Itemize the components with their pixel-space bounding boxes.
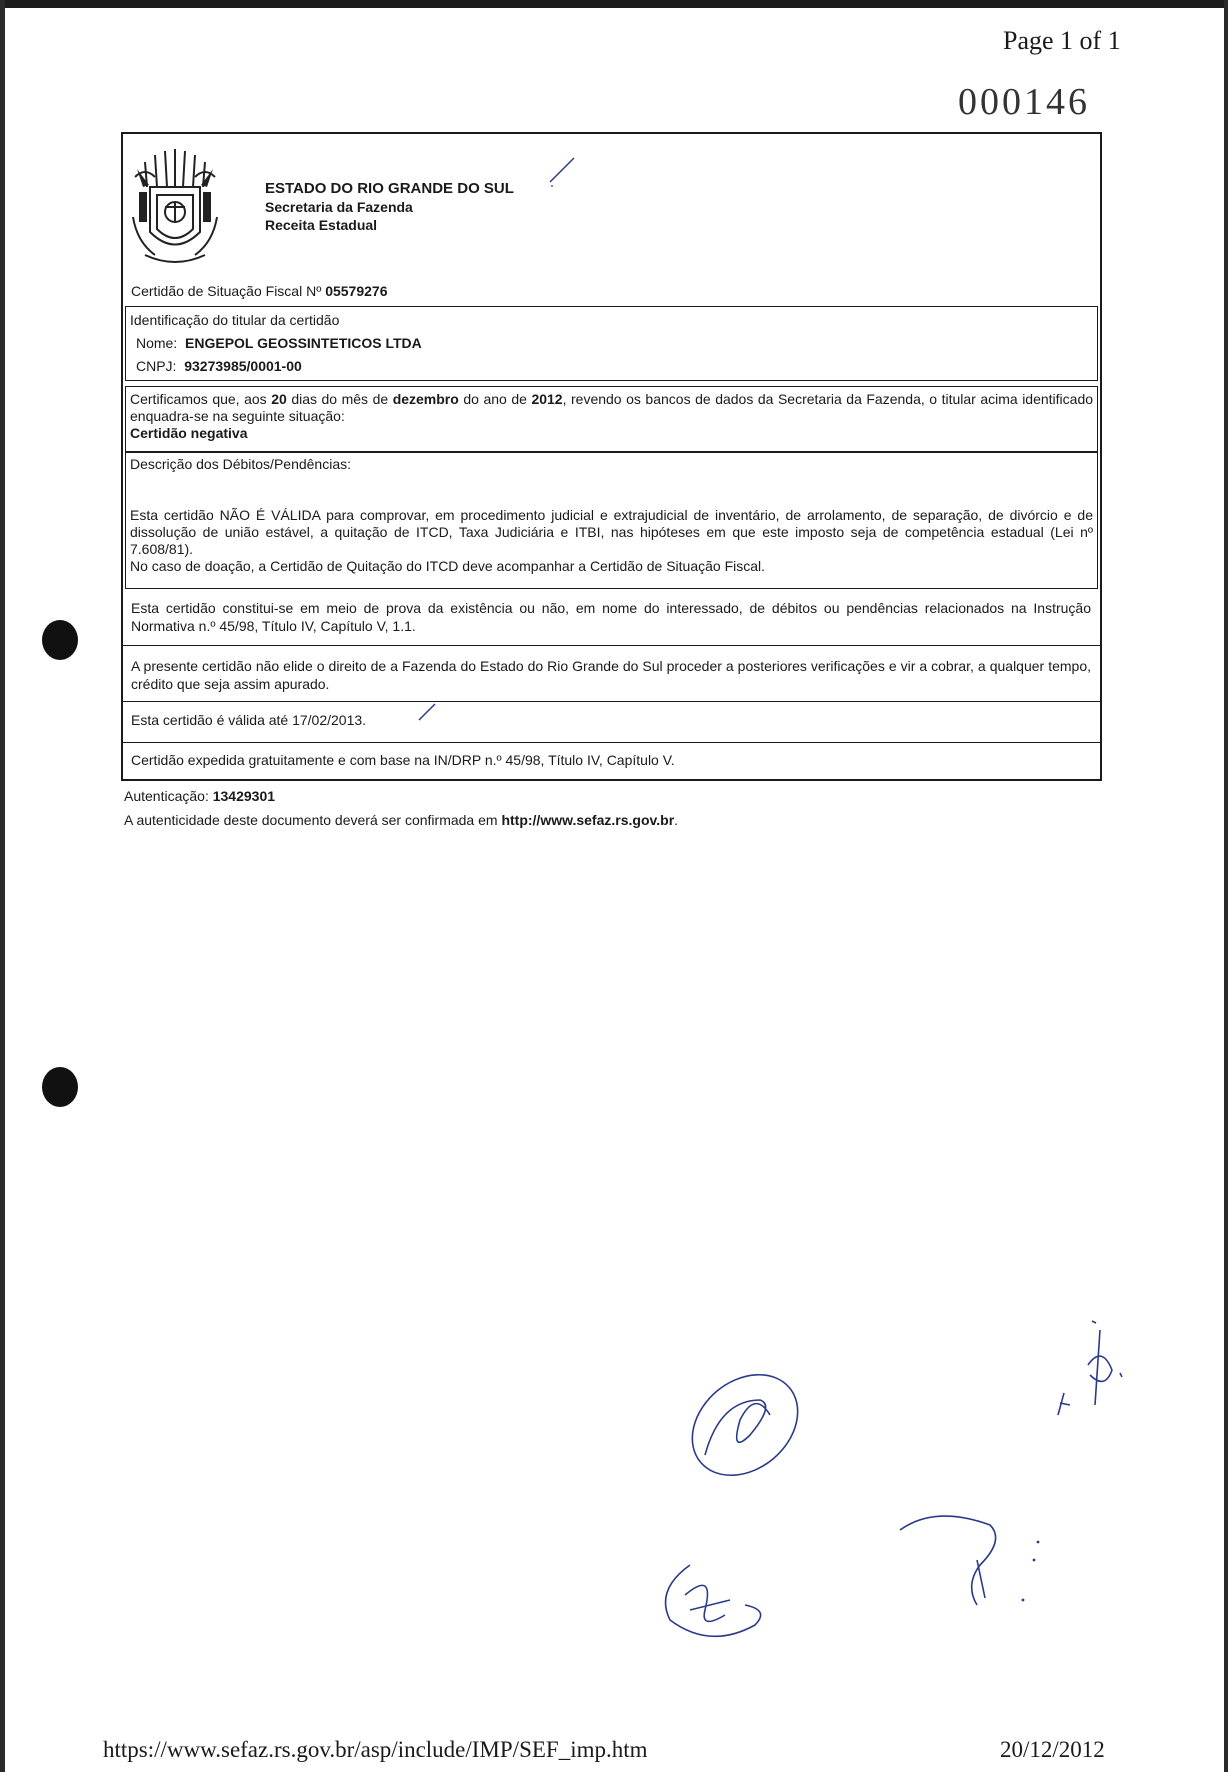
divider-1 bbox=[121, 645, 1102, 646]
coat-of-arms-icon bbox=[125, 147, 225, 272]
debts-donation-note: No caso de doação, a Certidão de Quitação do ITCD deve acompanhar a Certidão de Situação Fiscal. bbox=[130, 558, 766, 574]
certificate-number-label: Certidão de Situação Fiscal Nº bbox=[131, 283, 322, 299]
certification-status: Certidão negativa bbox=[130, 425, 248, 441]
name-label: Nome: bbox=[136, 335, 178, 351]
scan-edge-top bbox=[0, 0, 1228, 8]
pen-check-mark-2 bbox=[415, 700, 439, 724]
certification-year: 2012 bbox=[531, 391, 563, 407]
titular-section-title: Identificação do titular da certidão bbox=[130, 312, 340, 328]
page-label: Page 1 of 1 bbox=[1003, 26, 1121, 55]
handwritten-initial-1 bbox=[680, 1360, 810, 1490]
certification-section bbox=[125, 386, 1098, 452]
authentication-url-suffix: . bbox=[674, 812, 679, 828]
authentication-url[interactable]: http://www.sefaz.rs.gov.br bbox=[501, 812, 675, 828]
validity-clause: Esta certidão é válida até 17/02/2013. bbox=[131, 712, 367, 728]
certificate-number: 05579276 bbox=[325, 283, 388, 299]
authentication-confirm-text: A autenticidade deste documento deverá ser confirmada em bbox=[124, 812, 498, 828]
titular-section bbox=[125, 306, 1098, 381]
issuer-header bbox=[265, 180, 514, 234]
handwritten-initial-2 bbox=[1050, 1315, 1130, 1425]
titular-name-row bbox=[130, 334, 1093, 357]
certification-month: dezembro bbox=[392, 391, 459, 407]
name-value: ENGEPOL GEOSSINTETICOS LTDA bbox=[185, 335, 422, 351]
certification-statement bbox=[130, 391, 1093, 425]
authentication-code: 13429301 bbox=[212, 788, 276, 804]
division-name: Receita Estadual bbox=[265, 217, 378, 233]
scan-edge-left bbox=[0, 0, 5, 1772]
authentication-confirm-line bbox=[124, 808, 678, 832]
no-elide-clause: A presente certidão não elide o direito de a Fazenda do Estado do Rio Grande do Sul proceder a posteriores verificações e vir a cobrar, a qualquer tempo, crédito que seja assim apurado. bbox=[131, 658, 1091, 692]
footer-url: https://www.sefaz.rs.gov.br/asp/include/IMP/SEF_imp.htm bbox=[103, 1737, 648, 1762]
divider-2 bbox=[121, 701, 1102, 702]
debts-section bbox=[125, 452, 1098, 589]
debts-title: Descrição dos Débitos/Pendências: bbox=[130, 456, 352, 472]
control-number-stamp: 000146 bbox=[958, 81, 1090, 123]
punch-hole-bottom bbox=[42, 1067, 78, 1107]
department-name: Secretaria da Fazenda bbox=[265, 199, 413, 215]
certification-day: 20 bbox=[271, 391, 287, 407]
authentication-line bbox=[124, 784, 678, 808]
titular-cnpj-row bbox=[130, 357, 1093, 380]
authentication-label: Autenticação: bbox=[124, 788, 209, 804]
authentication-block bbox=[124, 784, 678, 832]
state-name: ESTADO DO RIO GRANDE DO SUL bbox=[265, 180, 514, 197]
handwritten-initial-3 bbox=[895, 1500, 1055, 1620]
certificate-number-line bbox=[131, 283, 388, 299]
debts-validity-notice: Esta certidão NÃO É VÁLIDA para comprovar, em procedimento judicial e extrajudicial de inventário, de arrolamento, de separação, de divórcio e de dissolução de união estável, a quitação de ITCD, Taxa Judiciária e ITBI, nas hipóteses em que este imposto seja de competência estadual (Lei nº 7.608/81). bbox=[130, 507, 1093, 557]
certification-text-1: Certificamos que, aos bbox=[130, 391, 267, 407]
certification-text-4: , revendo os bancos de dados da Secretaria da Fazenda, o titular acima identificado enquadra-se na seguinte situação: bbox=[130, 391, 1094, 424]
footer-date: 20/12/2012 bbox=[1000, 1737, 1105, 1762]
issuance-clause: Certidão expedida gratuitamente e com base na IN/DRP n.º 45/98, Título IV, Capítulo V. bbox=[131, 752, 675, 768]
scan-edge-right bbox=[1224, 0, 1228, 1772]
handwritten-initial-4 bbox=[650, 1555, 780, 1645]
proof-clause: Esta certidão constitui-se em meio de prova da existência ou não, em nome do interessado, de débitos ou pendências relacionados na Instrução Normativa n.º 45/98, Título IV, Capítulo V, 1.1. bbox=[131, 600, 1091, 634]
cnpj-value: 93273985/0001-00 bbox=[184, 358, 302, 374]
cnpj-label: CNPJ: bbox=[136, 358, 177, 374]
certification-text-2: dias do mês de bbox=[291, 391, 389, 407]
punch-hole-top bbox=[42, 620, 78, 660]
certification-text-3: do ano de bbox=[463, 391, 527, 407]
pen-check-mark bbox=[540, 152, 580, 192]
divider-3 bbox=[121, 742, 1102, 743]
